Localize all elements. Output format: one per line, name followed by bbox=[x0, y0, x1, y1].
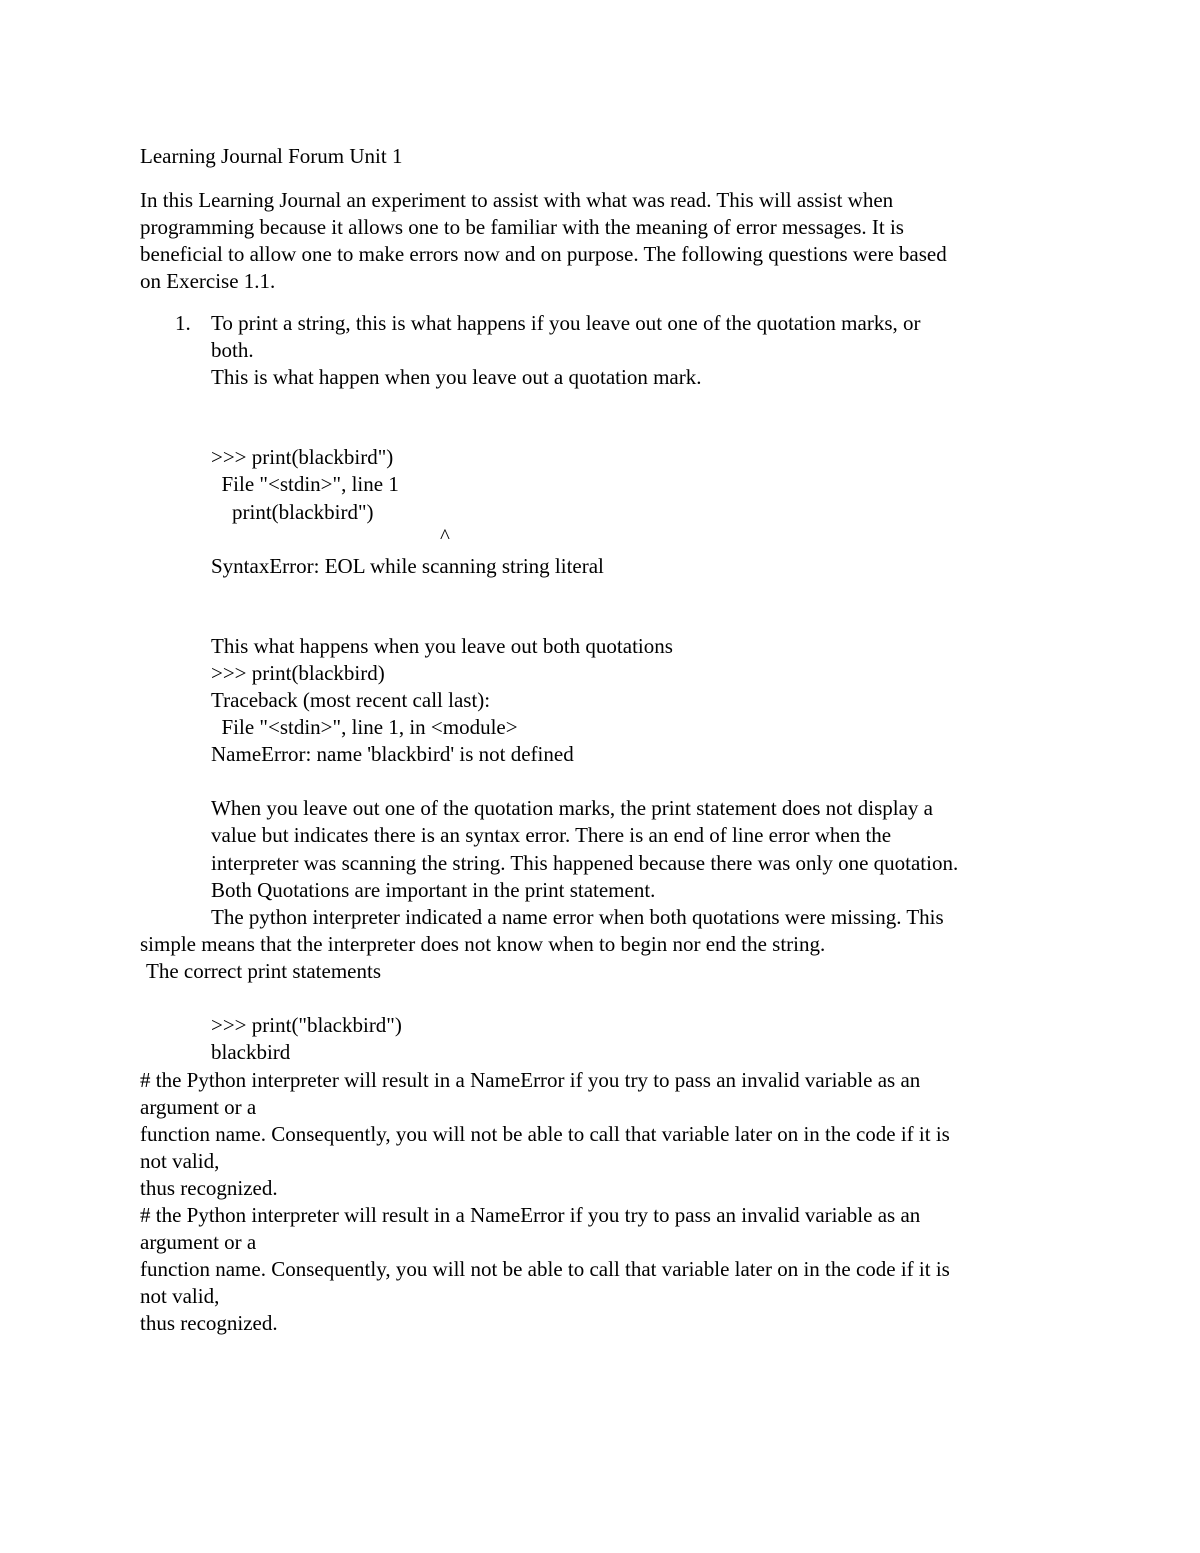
name-error-line: The python interpreter indicated a name error when both quotations were missing. This bbox=[211, 905, 944, 929]
comment-line: not valid, bbox=[140, 1284, 220, 1308]
explanation-line: When you leave out one of the quotation marks, the print statement does not display a bbox=[211, 796, 933, 820]
intro-line: beneficial to allow one to make errors now and on purpose. The following questions were based bbox=[140, 242, 947, 266]
name-error-line: simple means that the interpreter does not know when to begin nor end the string. bbox=[140, 932, 826, 956]
intro-line: programming because it allows one to be familiar with the meaning of error messages. It is bbox=[140, 215, 904, 239]
code-line: >>> print("blackbird") bbox=[211, 1013, 402, 1037]
both-quotes-heading: This what happens when you leave out both quotations bbox=[211, 634, 673, 658]
question-line: To print a string, this is what happens if you leave out one of the quotation marks, or bbox=[211, 311, 921, 335]
code-line: NameError: name 'blackbird' is not defined bbox=[211, 742, 574, 766]
code-line: Traceback (most recent call last): bbox=[211, 688, 491, 712]
explanation-line: interpreter was scanning the string. This happened because there was only one quotation. bbox=[211, 851, 959, 875]
comment-line: # the Python interpreter will result in a NameError if you try to pass an invalid variable as an bbox=[140, 1203, 921, 1227]
code-line: SyntaxError: EOL while scanning string literal bbox=[211, 554, 604, 578]
question-line: both. bbox=[211, 338, 254, 362]
intro-line: on Exercise 1.1. bbox=[140, 269, 276, 293]
explanation-line: Both Quotations are important in the print statement. bbox=[211, 878, 656, 902]
comment-line: thus recognized. bbox=[140, 1311, 278, 1335]
correct-heading: The correct print statements bbox=[146, 959, 381, 983]
comment-line: argument or a bbox=[140, 1230, 257, 1254]
intro-line: In this Learning Journal an experiment to assist with what was read. This will assist when bbox=[140, 188, 894, 212]
code-line: >>> print(blackbird) bbox=[211, 661, 385, 685]
code-line: print(blackbird") bbox=[211, 500, 374, 524]
comment-line: not valid, bbox=[140, 1149, 220, 1173]
document-title: Learning Journal Forum Unit 1 bbox=[140, 144, 403, 168]
code-output: blackbird bbox=[211, 1040, 291, 1064]
code-line: >>> print(blackbird") bbox=[211, 445, 394, 469]
caret-marker: ^ bbox=[335, 524, 450, 548]
explanation-line: value but indicates there is an syntax error. There is an end of line error when the bbox=[211, 823, 892, 847]
code-line: File "<stdin>", line 1, in <module> bbox=[211, 715, 518, 739]
comment-line: # the Python interpreter will result in a NameError if you try to pass an invalid variable as an bbox=[140, 1068, 921, 1092]
list-item-number: 1. bbox=[175, 311, 191, 335]
comment-line: function name. Consequently, you will not be able to call that variable later on in the code if it is bbox=[140, 1122, 950, 1146]
code-line: File "<stdin>", line 1 bbox=[211, 472, 399, 496]
question-line: This is what happen when you leave out a quotation mark. bbox=[211, 365, 702, 389]
comment-line: thus recognized. bbox=[140, 1176, 278, 1200]
comment-line: function name. Consequently, you will not be able to call that variable later on in the code if it is bbox=[140, 1257, 950, 1281]
comment-line: argument or a bbox=[140, 1095, 257, 1119]
